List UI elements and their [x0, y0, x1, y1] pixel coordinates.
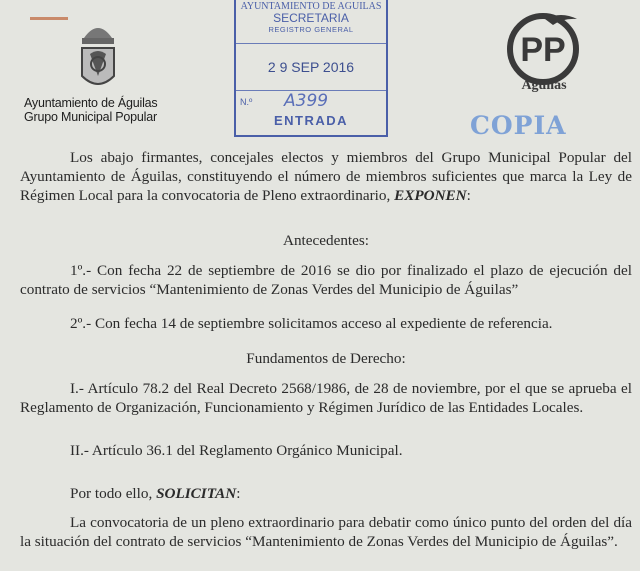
fundamento-1: I.- Artículo 78.2 del Real Decreto 2568/1986, de 28 de noviembre, por el que se aprueba el Reglamento de Organización, Funcionamiento y Régimen Jurídico de las Entidades Locales. [20, 380, 632, 417]
intro-colon: : [466, 187, 471, 205]
solicitan-pre: Por todo ello, [70, 485, 157, 502]
fundamento-2: II.- Artículo 36.1 del Reglamento Orgánico Municipal. [70, 442, 403, 459]
antecedente-1: 1º.- Con fecha 22 de septiembre de 2016 se dio por finalizado el plazo de ejecución del contrato de servicios “Mantenimiento de Zonas Verdes del Municipio de Águilas” [20, 262, 632, 299]
stamp-line2: SECRETARIA [273, 11, 349, 25]
stamp-number: A399 [284, 91, 329, 111]
stamp-number-label: N.º [240, 97, 253, 107]
stamp-type: ENTRADA [273, 113, 349, 128]
stamp-line3: REGISTRO GENERAL [268, 25, 354, 34]
pp-logo [505, 9, 581, 85]
antecedentes-title: Antecedentes: [282, 232, 370, 249]
stamp-line1: AYUNTAMIENTO DE AGUILAS [240, 1, 382, 12]
fundamentos-title: Fundamentos de Derecho: [246, 350, 406, 367]
orange-mark [30, 17, 68, 20]
svg-text:PP: PP [520, 31, 566, 69]
registry-stamp [234, 0, 388, 137]
intro-text: Los abajo firmantes, concejales electos y miembros del Grupo Municipal Popular del Ayuntamiento de Águilas, constituyendo el número de miembros suficientes que marca la Ley de Régimen Local para la convocatoria de Pleno extraordinario, [20, 149, 632, 205]
solicitan: SOLICITAN [156, 485, 237, 502]
antecedente-2: 2º.- Con fecha 14 de septiembre solicitamos acceso al expediente de referencia. [70, 315, 553, 332]
copy-stamp: COPIA [470, 111, 567, 140]
group-name: Grupo Municipal Popular [24, 110, 157, 124]
request-paragraph: La convocatoria de un pleno extraordinario para debatir como único punto del orden del día la situación del contrato de servicios “Mantenimiento de Zonas Verdes del Municipio de Águilas”. [20, 514, 632, 551]
solicitan-line [20, 484, 632, 503]
party-city: Águilas [521, 78, 567, 93]
exponen: EXPONEN [394, 187, 467, 205]
solicitan-colon: : [236, 485, 241, 502]
coat-of-arms-icon [76, 14, 120, 94]
intro-paragraph [20, 148, 632, 206]
org-name: Ayuntamiento de Águilas [24, 96, 158, 110]
stamp-date: 2 9 SEP 2016 [267, 59, 355, 75]
